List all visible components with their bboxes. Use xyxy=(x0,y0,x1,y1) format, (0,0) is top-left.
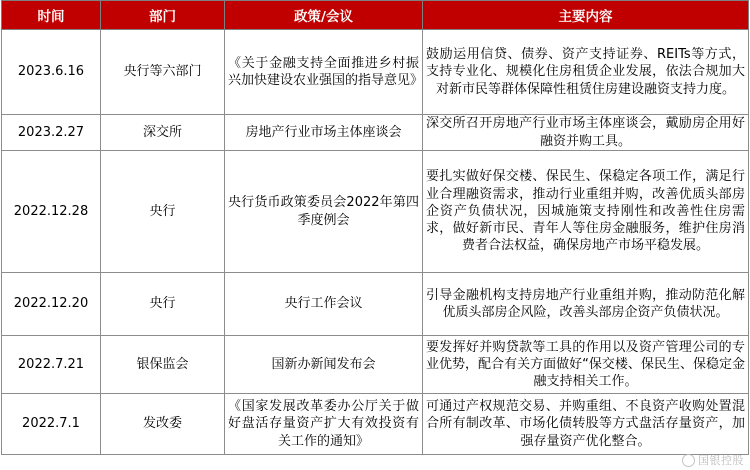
policy-table xyxy=(1,0,749,455)
cell-policy: 房地产行业市场主体座谈会 xyxy=(225,115,423,151)
cell-date: 2022.7.21 xyxy=(2,336,101,394)
cell-date: 2022.7.1 xyxy=(2,394,101,455)
header-department: 部门 xyxy=(101,1,225,30)
header-date: 时间 xyxy=(2,1,101,30)
cell-date: 2022.12.28 xyxy=(2,151,101,273)
cell-policy: 《关于金融支持全面推进乡村振兴加快建设农业强国的指导意见》 xyxy=(225,30,423,115)
table-row xyxy=(2,30,749,115)
cell-department: 深交所 xyxy=(101,115,225,151)
table-row xyxy=(2,151,749,273)
table-row xyxy=(2,273,749,336)
cell-department: 央行等六部门 xyxy=(101,30,225,115)
cell-policy: 《国家发展改革委办公厅关于做好盘活存量资产扩大有效投资有关工作的通知》 xyxy=(225,394,423,455)
cell-department: 银保监会 xyxy=(101,336,225,394)
cell-department: 发改委 xyxy=(101,394,225,455)
cell-policy: 央行工作会议 xyxy=(225,273,423,336)
cell-content: 可通过产权规范交易、并购重组、不良资产收购处置混合所有制改革、市场化债转股等方式盘活存量资产，加强存量资产优化整合。 xyxy=(423,394,749,455)
watermark-text: 国银控股 xyxy=(698,454,744,467)
table-row xyxy=(2,115,749,151)
header-policy: 政策/会议 xyxy=(225,1,423,30)
cell-policy: 国新办新闻发布会 xyxy=(225,336,423,394)
table-header-row xyxy=(2,1,749,30)
cell-date: 2022.12.20 xyxy=(2,273,101,336)
cell-policy: 央行货币政策委员会2022年第四季度例会 xyxy=(225,151,423,273)
cell-content: 鼓励运用信贷、债券、资产支持证券、REITs等方式，支持专业化、规模化住房租赁企业发展，依法合规加大对新市民等群体保障性租赁住房建设融资支持力度。 xyxy=(423,30,749,115)
header-content: 主要内容 xyxy=(423,1,749,30)
cell-content: 要扎实做好保交楼、保民生、保稳定各项工作，满足行业合理融资需求，推动行业重组并购，改善优质头部房企资产负债状况，因城施策支持刚性和改善性住房需求，做好新市民、青年人等住房金融服务，维护住房消费者合法权益，确保房地产市场平稳发展。 xyxy=(423,151,749,273)
cell-date: 2023.6.16 xyxy=(2,30,101,115)
cell-department: 央行 xyxy=(101,273,225,336)
cell-content: 引导金融机构支持房地产行业重组并购，推动防范化解优质头部房企风险，改善头部房企资产负债状况。 xyxy=(423,273,749,336)
table-row xyxy=(2,394,749,455)
cell-department: 央行 xyxy=(101,151,225,273)
cell-content: 要发挥好并购贷款等工具的作用以及资产管理公司的专业优势，配合有关方面做好“保交楼、保民生、保稳定金融支持相关工作。 xyxy=(423,336,749,394)
watermark xyxy=(682,452,744,468)
cell-content: 深交所召开房地产行业市场主体座谈会，戴励房企用好融资并购工具。 xyxy=(423,115,749,151)
watermark-logo-icon xyxy=(682,454,695,467)
cell-date: 2023.2.27 xyxy=(2,115,101,151)
table-row xyxy=(2,336,749,394)
